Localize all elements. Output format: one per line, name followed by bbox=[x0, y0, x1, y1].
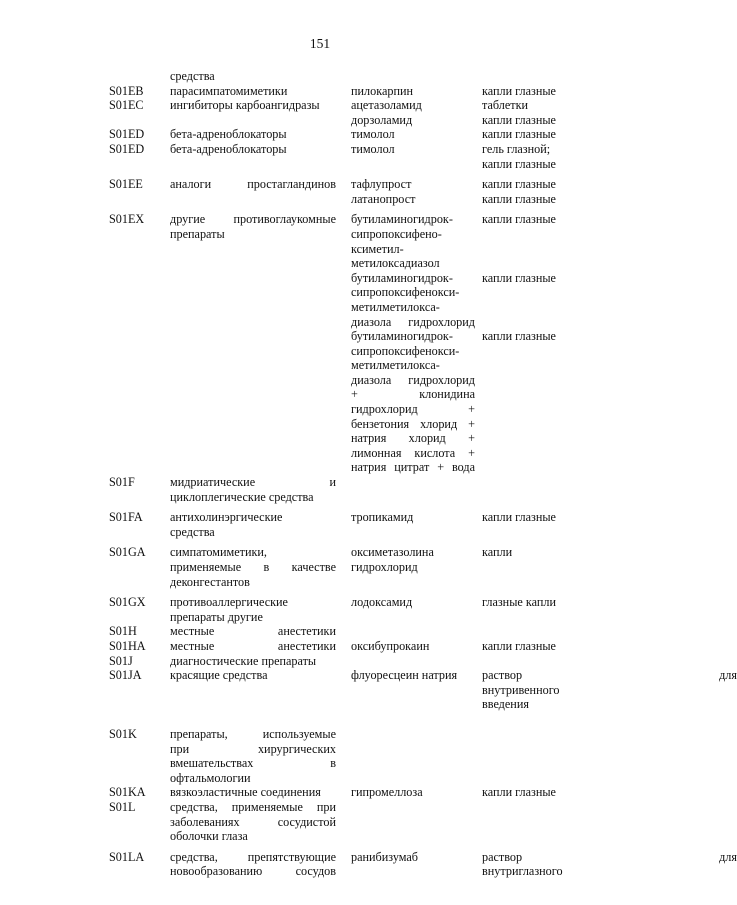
table-row bbox=[109, 177, 604, 206]
table-row bbox=[109, 142, 604, 171]
drug-name: тимолол bbox=[351, 141, 395, 156]
drug-name: ацетазоламид дорзоламид bbox=[351, 98, 422, 127]
group-name: парасимпатомиметики bbox=[170, 83, 288, 98]
atc-code: S01ED bbox=[109, 141, 145, 156]
dosage-form: таблетки капли глазные bbox=[482, 98, 556, 127]
atc-code: S01H bbox=[109, 624, 137, 639]
drug-name: ранибизумаб bbox=[351, 849, 419, 864]
atc-code: S01GX bbox=[109, 595, 146, 610]
dosage-form: капли глазные bbox=[482, 638, 556, 653]
dosage-form: капли глазные bbox=[482, 785, 556, 800]
group-name: средства bbox=[170, 69, 215, 83]
table-row bbox=[109, 329, 604, 475]
table-row bbox=[109, 785, 604, 800]
drug-classification-table bbox=[109, 69, 737, 879]
group-name: вязкоэластичные соединения bbox=[170, 785, 321, 800]
dosage-form: капли глазные bbox=[482, 329, 556, 344]
atc-code: S01EX bbox=[109, 212, 145, 227]
table-row bbox=[109, 800, 604, 844]
table-row bbox=[109, 510, 604, 539]
drug-name: лодоксамид bbox=[351, 595, 413, 610]
group-name: другие противоглаукомные препараты bbox=[170, 212, 336, 241]
drug-name: бутиламиногидрок- сипропоксифенокси- метилметилокса- диазола гидрохлорид + клонидина гидрохлорид + бензетония хлорид + натрия хлорид + лимонная кислота + натрия цитрат + вода bbox=[351, 329, 475, 475]
atc-code: S01L bbox=[109, 799, 136, 814]
table-row bbox=[109, 668, 604, 712]
group-name: диагностические препараты bbox=[170, 653, 317, 668]
dosage-form: капли bbox=[482, 545, 513, 560]
table-row bbox=[109, 69, 604, 84]
table-row bbox=[109, 624, 604, 639]
table-row bbox=[109, 98, 604, 127]
atc-code: S01HA bbox=[109, 638, 146, 653]
group-name: местные анестетики bbox=[170, 638, 336, 653]
atc-code: S01EC bbox=[109, 98, 144, 113]
drug-name: тропикамид bbox=[351, 510, 414, 525]
drug-name: бутиламиногидрок- сипропоксифенокси- метилметилокса- диазола гидрохлорид bbox=[351, 270, 475, 329]
atc-code: S01ED bbox=[109, 127, 145, 142]
group-name: мидриатические и циклоплегические средства bbox=[170, 475, 336, 504]
atc-code: S01FA bbox=[109, 510, 143, 525]
atc-code: S01EE bbox=[109, 177, 143, 192]
dosage-form: глазные капли bbox=[482, 595, 556, 610]
group-name: красящие средства bbox=[170, 668, 268, 683]
table-row bbox=[109, 639, 604, 654]
group-name: местные анестетики bbox=[170, 624, 336, 639]
drug-name: тимолол bbox=[351, 127, 395, 142]
dosage-form: капли глазные капли глазные bbox=[482, 177, 556, 206]
atc-code: S01F bbox=[109, 475, 135, 490]
atc-code: S01GA bbox=[109, 545, 146, 560]
table-row bbox=[109, 475, 604, 504]
page-number: 151 bbox=[309, 36, 331, 51]
drug-name: бутиламиногидрок- сипропоксифено- ксиметил- метилоксадиазол bbox=[351, 212, 453, 271]
dosage-form: капли глазные bbox=[482, 83, 556, 98]
dosage-form: капли глазные bbox=[482, 212, 556, 227]
table-row bbox=[109, 727, 604, 785]
drug-name: оксибупрокаин bbox=[351, 638, 430, 653]
table-row bbox=[109, 84, 604, 99]
atc-code: S01JA bbox=[109, 668, 142, 683]
group-name: антихолинэргические средства bbox=[170, 510, 283, 539]
dosage-form: раствор для внутривенного введения bbox=[482, 668, 737, 712]
group-name: ингибиторы карбоангидразы bbox=[170, 98, 320, 113]
table-row bbox=[109, 850, 604, 879]
dosage-form: капли глазные bbox=[482, 127, 556, 142]
table-row bbox=[109, 545, 604, 589]
table-row bbox=[109, 212, 604, 270]
group-name: аналоги простагландинов bbox=[170, 177, 336, 192]
group-name: противоаллергические препараты другие bbox=[170, 595, 288, 624]
table-row bbox=[109, 654, 604, 669]
drug-name: пилокарпин bbox=[351, 83, 414, 98]
dosage-form: гель глазной; капли глазные bbox=[482, 141, 556, 171]
dosage-form: раствор для внутриглазного bbox=[482, 849, 737, 879]
atc-code: S01J bbox=[109, 653, 133, 668]
group-name: бета-адреноблокаторы bbox=[170, 141, 287, 156]
group-name: средства, препятствующие новообразованию сосудов bbox=[170, 849, 336, 879]
atc-code: S01EB bbox=[109, 83, 144, 98]
group-name: симпатомиметики, применяемые в качестве деконгестантов bbox=[170, 545, 336, 589]
table-row bbox=[109, 127, 604, 142]
drug-name: оксиметазолина гидрохлорид bbox=[351, 545, 434, 574]
atc-code: S01LA bbox=[109, 849, 145, 864]
dosage-form: капли глазные bbox=[482, 270, 556, 285]
group-name: препараты, используемые при хирургических вмешательствах в офтальмологии bbox=[170, 726, 336, 785]
drug-name: тафлупрост латанопрост bbox=[351, 177, 416, 206]
table-row bbox=[109, 271, 604, 329]
group-name: средства, применяемые при заболеваниях сосудистой оболочки глаза bbox=[170, 799, 336, 844]
atc-code: S01KA bbox=[109, 785, 146, 800]
atc-code bbox=[109, 69, 170, 84]
dosage-form: капли глазные bbox=[482, 510, 556, 525]
drug-name: гипромеллоза bbox=[351, 785, 423, 800]
drug-name: флуоресцеин натрия bbox=[351, 668, 458, 683]
group-name: бета-адреноблокаторы bbox=[170, 127, 287, 142]
atc-code: S01K bbox=[109, 726, 137, 741]
table-row bbox=[109, 595, 604, 624]
